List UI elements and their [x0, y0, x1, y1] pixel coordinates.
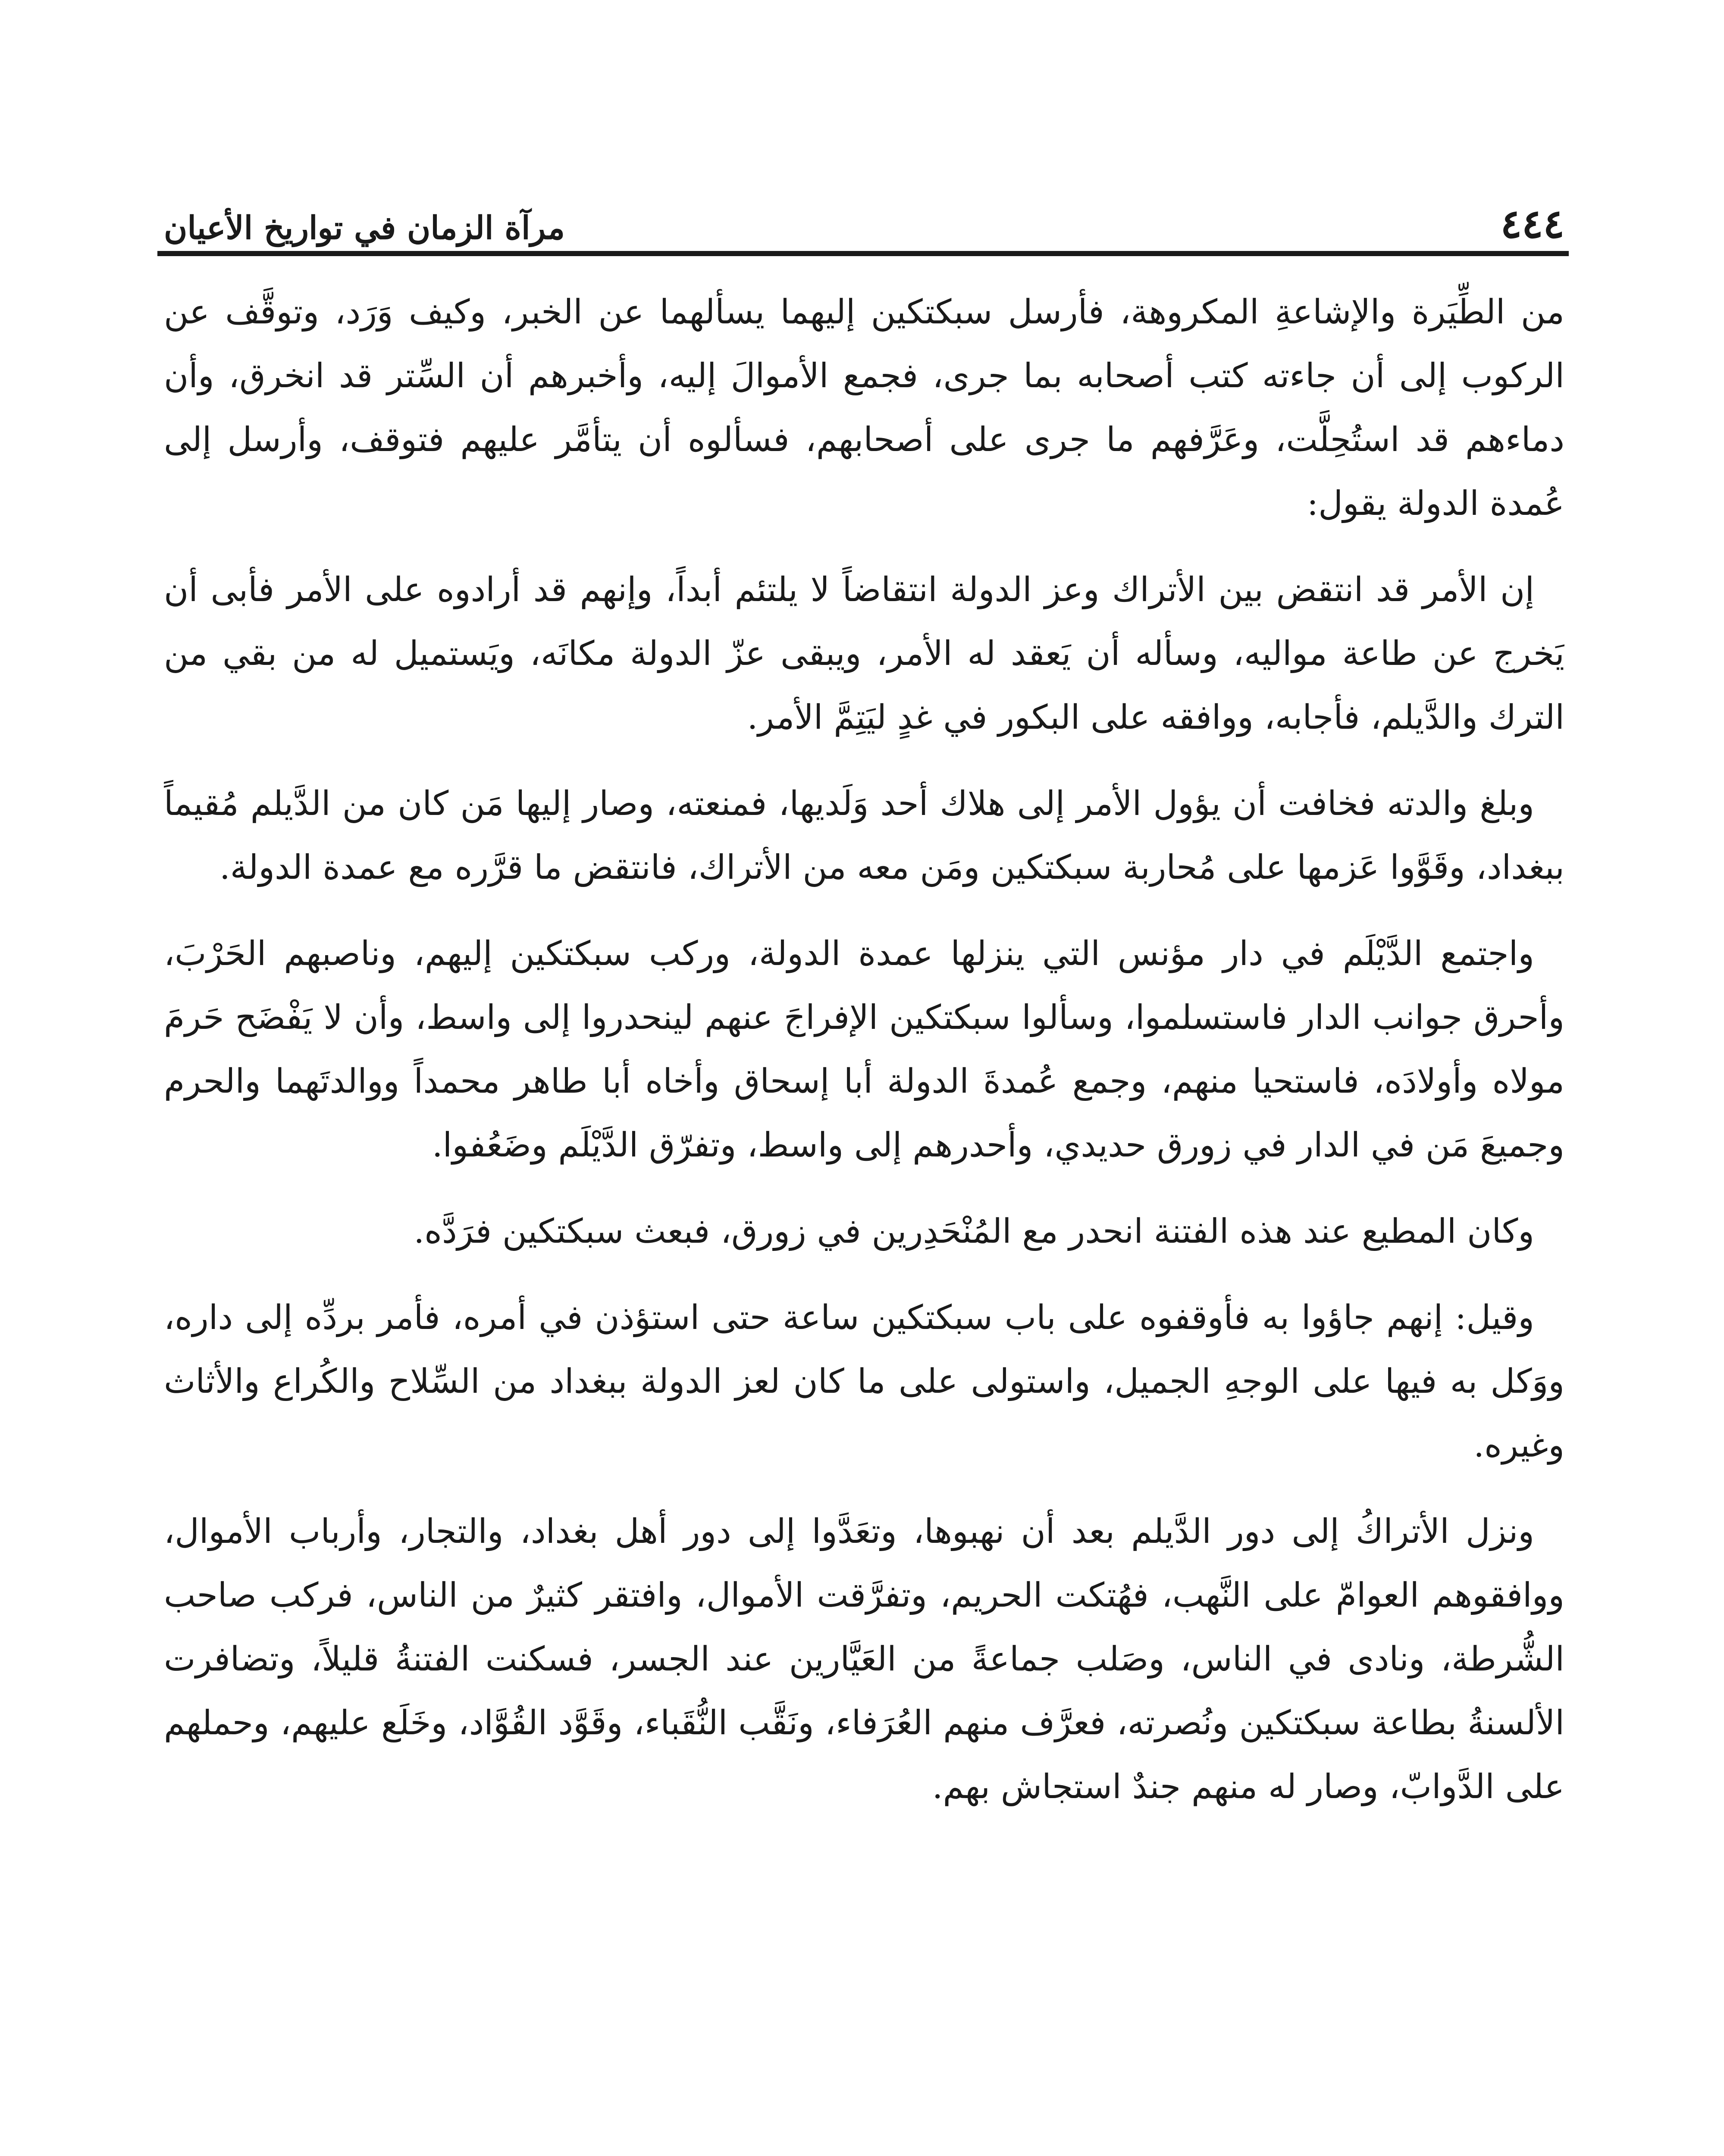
paragraph: من الطِّيَرة والإشاعةِ المكروهة، فأرسل سبكتكين إليهما يسألهما عن الخبر، وكيف وَرَد، وتوقَّف عن الركوب إلى أن جاءته كتب أصحابه بما جرى، فجمع الأموالَ إليه، وأخبرهم أن السِّتر قد انخرق، وأن دماءهم قد استُحِلَّت، وعَرَّفهم ما جرى على أصحابهم، فسألوه أن يتأمَّر عليهم فتوقف، وأرسل إلى عُمدة الدولة يقول:	[164, 293, 1564, 523]
header-rule	[157, 251, 1569, 256]
paragraph: وقيل: إنهم جاؤوا به فأوقفوه على باب سبكتكين ساعة حتى استؤذن في أمره، فأمر بردِّه إلى داره، ووَكل به فيها على الوجهِ الجميل، واستولى على ما كان لعز الدولة ببغداد من السِّلاح والكُراع والأثاث وغيره.	[164, 1298, 1564, 1465]
paragraph: إن الأمر قد انتقض بين الأتراك وعز الدولة انتقاضاً لا يلتئم أبداً، وإنهم قد أرادوه على الأمر فأبى أن يَخرج عن طاعة مواليه، وسأله أن يَعقد له الأمر، ويبقى عزّ الدولة مكانَه، ويَستميل له من بقي من الترك والدَّيلم، فأجابه، ووافقه على البكور في غدٍ ليَتِمَّ الأمر.	[164, 570, 1564, 737]
page-number: ٤٤٤	[1500, 200, 1564, 247]
paragraph: واجتمع الدَّيْلَم في دار مؤنس التي ينزلها عمدة الدولة، وركب سبكتكين إليهم، وناصبهم الحَرْبَ، وأحرق جوانب الدار فاستسلموا، وسألوا سبكتكين الإفراجَ عنهم لينحدروا إلى واسط، وأن لا يَفْضَح حَرمَ مولاه وأولادَه، فاستحيا منهم، وجمع عُمدةَ الدولة أبا إسحاق وأخاه أبا طاهر محمداً ووالدتَهما والحرم وجميعَ مَن في الدار في زورق حديدي، وأحدرهم إلى واسط، وتفرّق الدَّيْلَم وضَعُفوا.	[164, 934, 1564, 1165]
paragraph: وبلغ والدته فخافت أن يؤول الأمر إلى هلاك أحد وَلَديها، فمنعته، وصار إليها مَن كان من الدَّيلم مُقيماً ببغداد، وقَوَّوا عَزمها على مُحاربة سبكتكين ومَن معه من الأتراك، فانتقض ما قرَّره مع عمدة الدولة.	[164, 784, 1564, 887]
body-text	[164, 280, 1564, 2156]
page-header	[164, 172, 1564, 246]
paragraph: وكان المطيع عند هذه الفتنة انحدر مع المُنْحَدِرين في زورق، فبعث سبكتكين فرَدَّه.	[414, 1212, 1534, 1251]
running-title: مرآة الزمان في تواريخ الأعيان	[164, 209, 565, 247]
paragraph: ونزل الأتراكُ إلى دور الدَّيلم بعد أن نهبوها، وتعَدَّوا إلى دور أهل بغداد، والتجار، وأرباب الأموال، ووافقوهم العوامّ على النَّهب، فهُتكت الحريم، وتفرَّقت الأموال، وافتقر كثيرٌ من الناس، فركب صاحب الشُّرطة، ونادى في الناس، وصَلب جماعةً من العَيَّارين عند الجسر، فسكنت الفتنةُ قليلاً، وتضافرت الألسنةُ بطاعة سبكتكين ونُصرته، فعرَّف منهم العُرَفاء، ونَقَّب النُّقَباء، وقَوَّد القُوَّاد، وخَلَع عليهم، وحملهم على الدَّوابّ، وصار له منهم جندٌ استجاش بهم.	[164, 1512, 1564, 1806]
